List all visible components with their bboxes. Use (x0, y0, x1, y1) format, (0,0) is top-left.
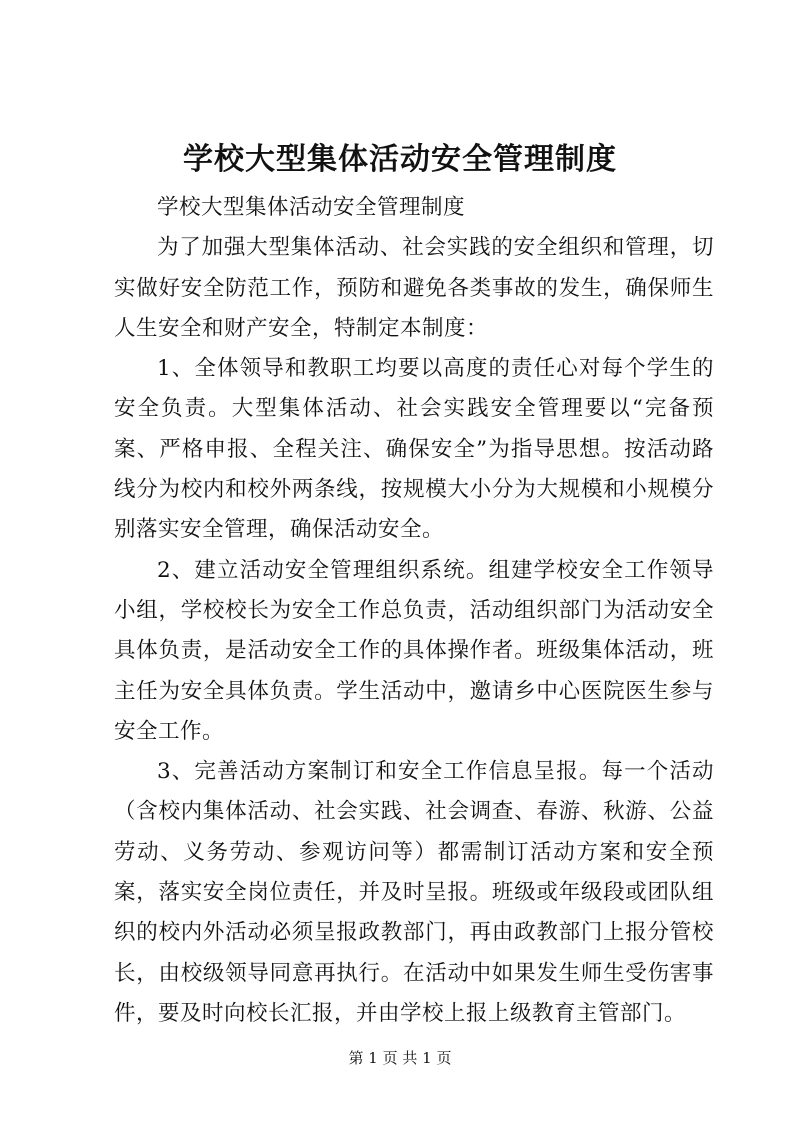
paragraph-intro: 为了加强大型集体活动、社会实践的安全组织和管理，切实做好安全防范工作，预防和避免各类事故的发生，确保师生人生安全和财产安全，特制定本制度： (114, 235, 714, 341)
document-body (114, 188, 714, 1034)
paragraph-subtitle: 学校大型集体活动安全管理制度 (157, 195, 466, 220)
document-title: 学校大型集体活动安全管理制度 (183, 142, 617, 177)
paragraph-item-1: 1、全体领导和教职工均要以高度的责任心对每个学生的安全负责。大型集体活动、社会实践安全管理要以“完备预案、严格申报、全程关注、确保安全”为指导思想。按活动路线分为校内和校外两条线，按规模大小分为大规模和小规模分别落实安全管理，确保活动安全。 (114, 356, 714, 543)
paragraph-item-2: 2、建立活动安全管理组织系统。组建学校安全工作领导小组，学校校长为安全工作总负责，活动组织部门为活动安全具体负责，是活动安全工作的具体操作者。班级集体活动，班主任为安全具体负责。学生活动中，邀请乡中心医院医生参与安全工作。 (114, 557, 714, 744)
page-footer: 第 1 页 共 1 页 (348, 1049, 452, 1067)
paragraph-item-3: 3、完善活动方案制订和安全工作信息呈报。每一个活动（含校内集体活动、社会实践、社会调查、春游、秋游、公益劳动、义务劳动、参观访问等）都需制订活动方案和安全预案，落实安全岗位责任，并及时呈报。班级或年级段或团队组织的校内外活动必须呈报政教部门，再由政教部门上报分管校长，由校级领导同意再执行。在活动中如果发生师生受伤害事件，要及时向校长汇报，并由学校上报上级教育主管部门。 (114, 759, 714, 1026)
